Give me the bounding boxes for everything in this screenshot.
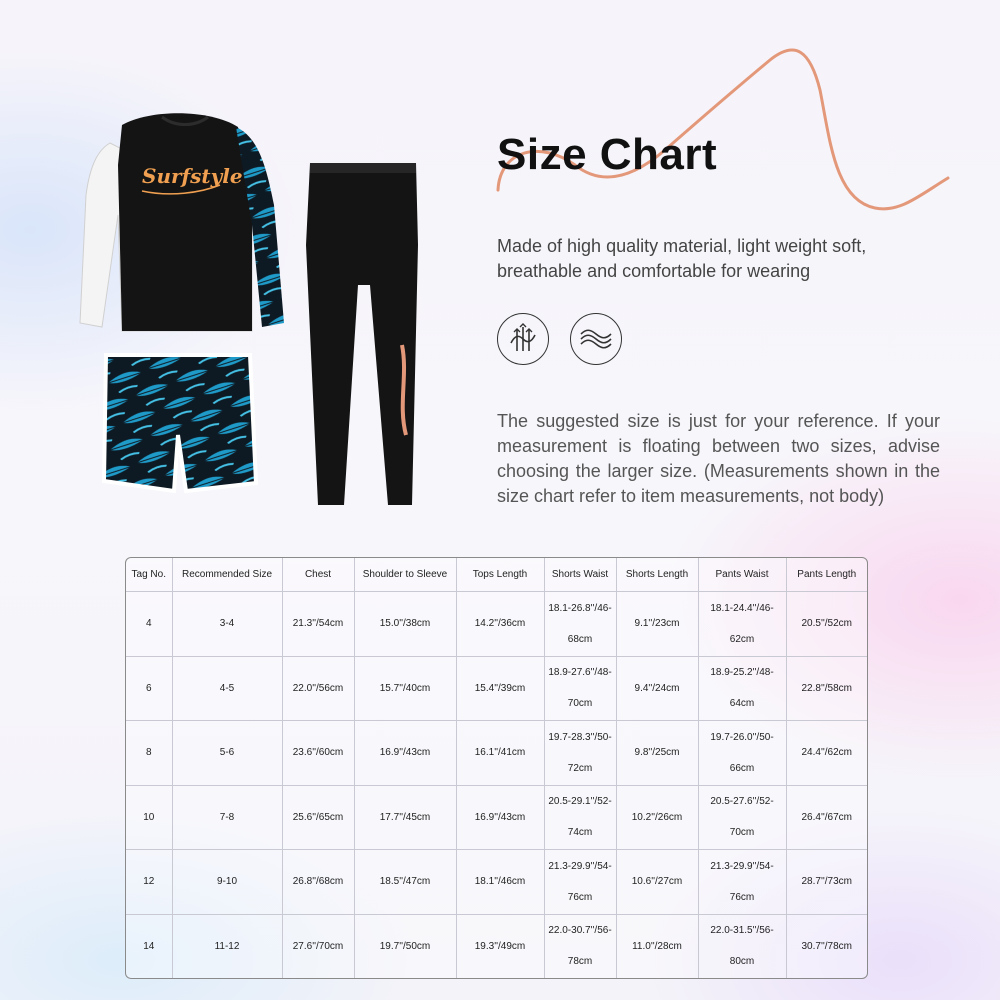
table-cell: 20.5''/52cm: [786, 592, 867, 657]
table-cell: 15.7''/40cm: [354, 656, 456, 721]
table-cell: 18.1-26.8''/46-68cm: [544, 592, 616, 657]
table-row: [126, 850, 867, 915]
size-note: The suggested size is just for your reference. If your measurement is floating between two sizes, advise choosing the larger size. (Measurements shown in the size chart refer to item measurements, not body): [497, 411, 940, 506]
table-cell: 26.4''/67cm: [786, 785, 867, 850]
column-header: Pants Length: [786, 558, 867, 592]
table-cell: 21.3''/54cm: [282, 592, 354, 657]
table-cell: 9.4''/24cm: [616, 656, 698, 721]
table-cell: 3-4: [172, 592, 282, 657]
table-cell: 15.4''/39cm: [456, 656, 544, 721]
table-cell: 10.6''/27cm: [616, 850, 698, 915]
table-cell: 28.7''/73cm: [786, 850, 867, 915]
table-cell: 17.7''/45cm: [354, 785, 456, 850]
size-chart-table-container: [125, 557, 868, 979]
column-header: Tops Length: [456, 558, 544, 592]
size-chart-table: [126, 558, 867, 978]
table-cell: 19.7-28.3''/50-72cm: [544, 721, 616, 786]
table-cell: 18.5''/47cm: [354, 850, 456, 915]
table-cell: 16.9''/43cm: [354, 721, 456, 786]
table-cell: 9-10: [172, 850, 282, 915]
table-cell: 11.0''/28cm: [616, 914, 698, 978]
table-cell: 20.5-29.1''/52-74cm: [544, 785, 616, 850]
table-cell: 9.1''/23cm: [616, 592, 698, 657]
table-cell: 10: [126, 785, 172, 850]
product-description: Made of high quality material, light weight soft, breathable and comfortable for wearing: [497, 236, 867, 281]
column-header: Pants Waist: [698, 558, 786, 592]
table-cell: 8: [126, 721, 172, 786]
column-header: Recommended Size: [172, 558, 282, 592]
table-cell: 10.2''/26cm: [616, 785, 698, 850]
column-header: Shoulder to Sleeve: [354, 558, 456, 592]
table-cell: 12: [126, 850, 172, 915]
table-cell: 16.1''/41cm: [456, 721, 544, 786]
table-cell: 9.8''/25cm: [616, 721, 698, 786]
table-cell: 22.0''/56cm: [282, 656, 354, 721]
table-cell: 22.0-30.7''/56-78cm: [544, 914, 616, 978]
table-cell: 18.1''/46cm: [456, 850, 544, 915]
table-cell: 5-6: [172, 721, 282, 786]
page-title: Size Chart: [497, 130, 718, 179]
column-header: Chest: [282, 558, 354, 592]
table-cell: 11-12: [172, 914, 282, 978]
table-cell: 18.9-25.2''/48-64cm: [698, 656, 786, 721]
table-cell: 26.8''/68cm: [282, 850, 354, 915]
rash-guard-top: [80, 113, 284, 331]
column-header: Shorts Waist: [544, 558, 616, 592]
table-cell: 19.7-26.0''/50-66cm: [698, 721, 786, 786]
product-image: [70, 105, 430, 515]
table-row: [126, 914, 867, 978]
surfstyle-print: Surfstyle: [142, 164, 243, 188]
table-cell: 18.9-27.6''/48-70cm: [544, 656, 616, 721]
breathable-fabric-icon: [497, 313, 549, 365]
table-cell: 21.3-29.9''/54-76cm: [698, 850, 786, 915]
table-cell: 30.7''/78cm: [801, 940, 852, 952]
table-row: [126, 656, 867, 721]
table-header-row: [126, 558, 867, 592]
soft-wave-icon: [570, 313, 622, 365]
table-cell: 22.0-31.5''/56-80cm: [698, 914, 786, 978]
decorative-squiggle: [480, 30, 950, 220]
table-cell: 15.0''/38cm: [354, 592, 456, 657]
table-cell: 4-5: [172, 656, 282, 721]
table-row: [126, 592, 867, 657]
leggings: [306, 163, 418, 505]
table-cell: 24.4''/62cm: [786, 721, 867, 786]
table-cell: 27.6''/70cm: [282, 914, 354, 978]
column-header: Shorts Length: [616, 558, 698, 592]
table-cell: 6: [126, 656, 172, 721]
table-cell: 14: [126, 914, 172, 978]
board-shorts: [104, 355, 256, 491]
column-header: Tag No.: [126, 558, 172, 592]
table-cell: 19.3''/49cm: [456, 914, 544, 978]
table-row: [126, 785, 867, 850]
table-cell: 14.2''/36cm: [456, 592, 544, 657]
table-cell: 23.6''/60cm: [282, 721, 354, 786]
table-cell: 4: [126, 592, 172, 657]
table-cell: 18.1-24.4''/46-62cm: [698, 592, 786, 657]
table-cell: 19.7''/50cm: [354, 914, 456, 978]
table-cell: 20.5-27.6''/52-70cm: [698, 785, 786, 850]
table-row: [126, 721, 867, 786]
table-cell: 22.8''/58cm: [786, 656, 867, 721]
table-cell: 21.3-29.9''/54-76cm: [544, 850, 616, 915]
table-cell: 25.6''/65cm: [282, 785, 354, 850]
table-cell: 16.9''/43cm: [456, 785, 544, 850]
table-cell: 7-8: [172, 785, 282, 850]
